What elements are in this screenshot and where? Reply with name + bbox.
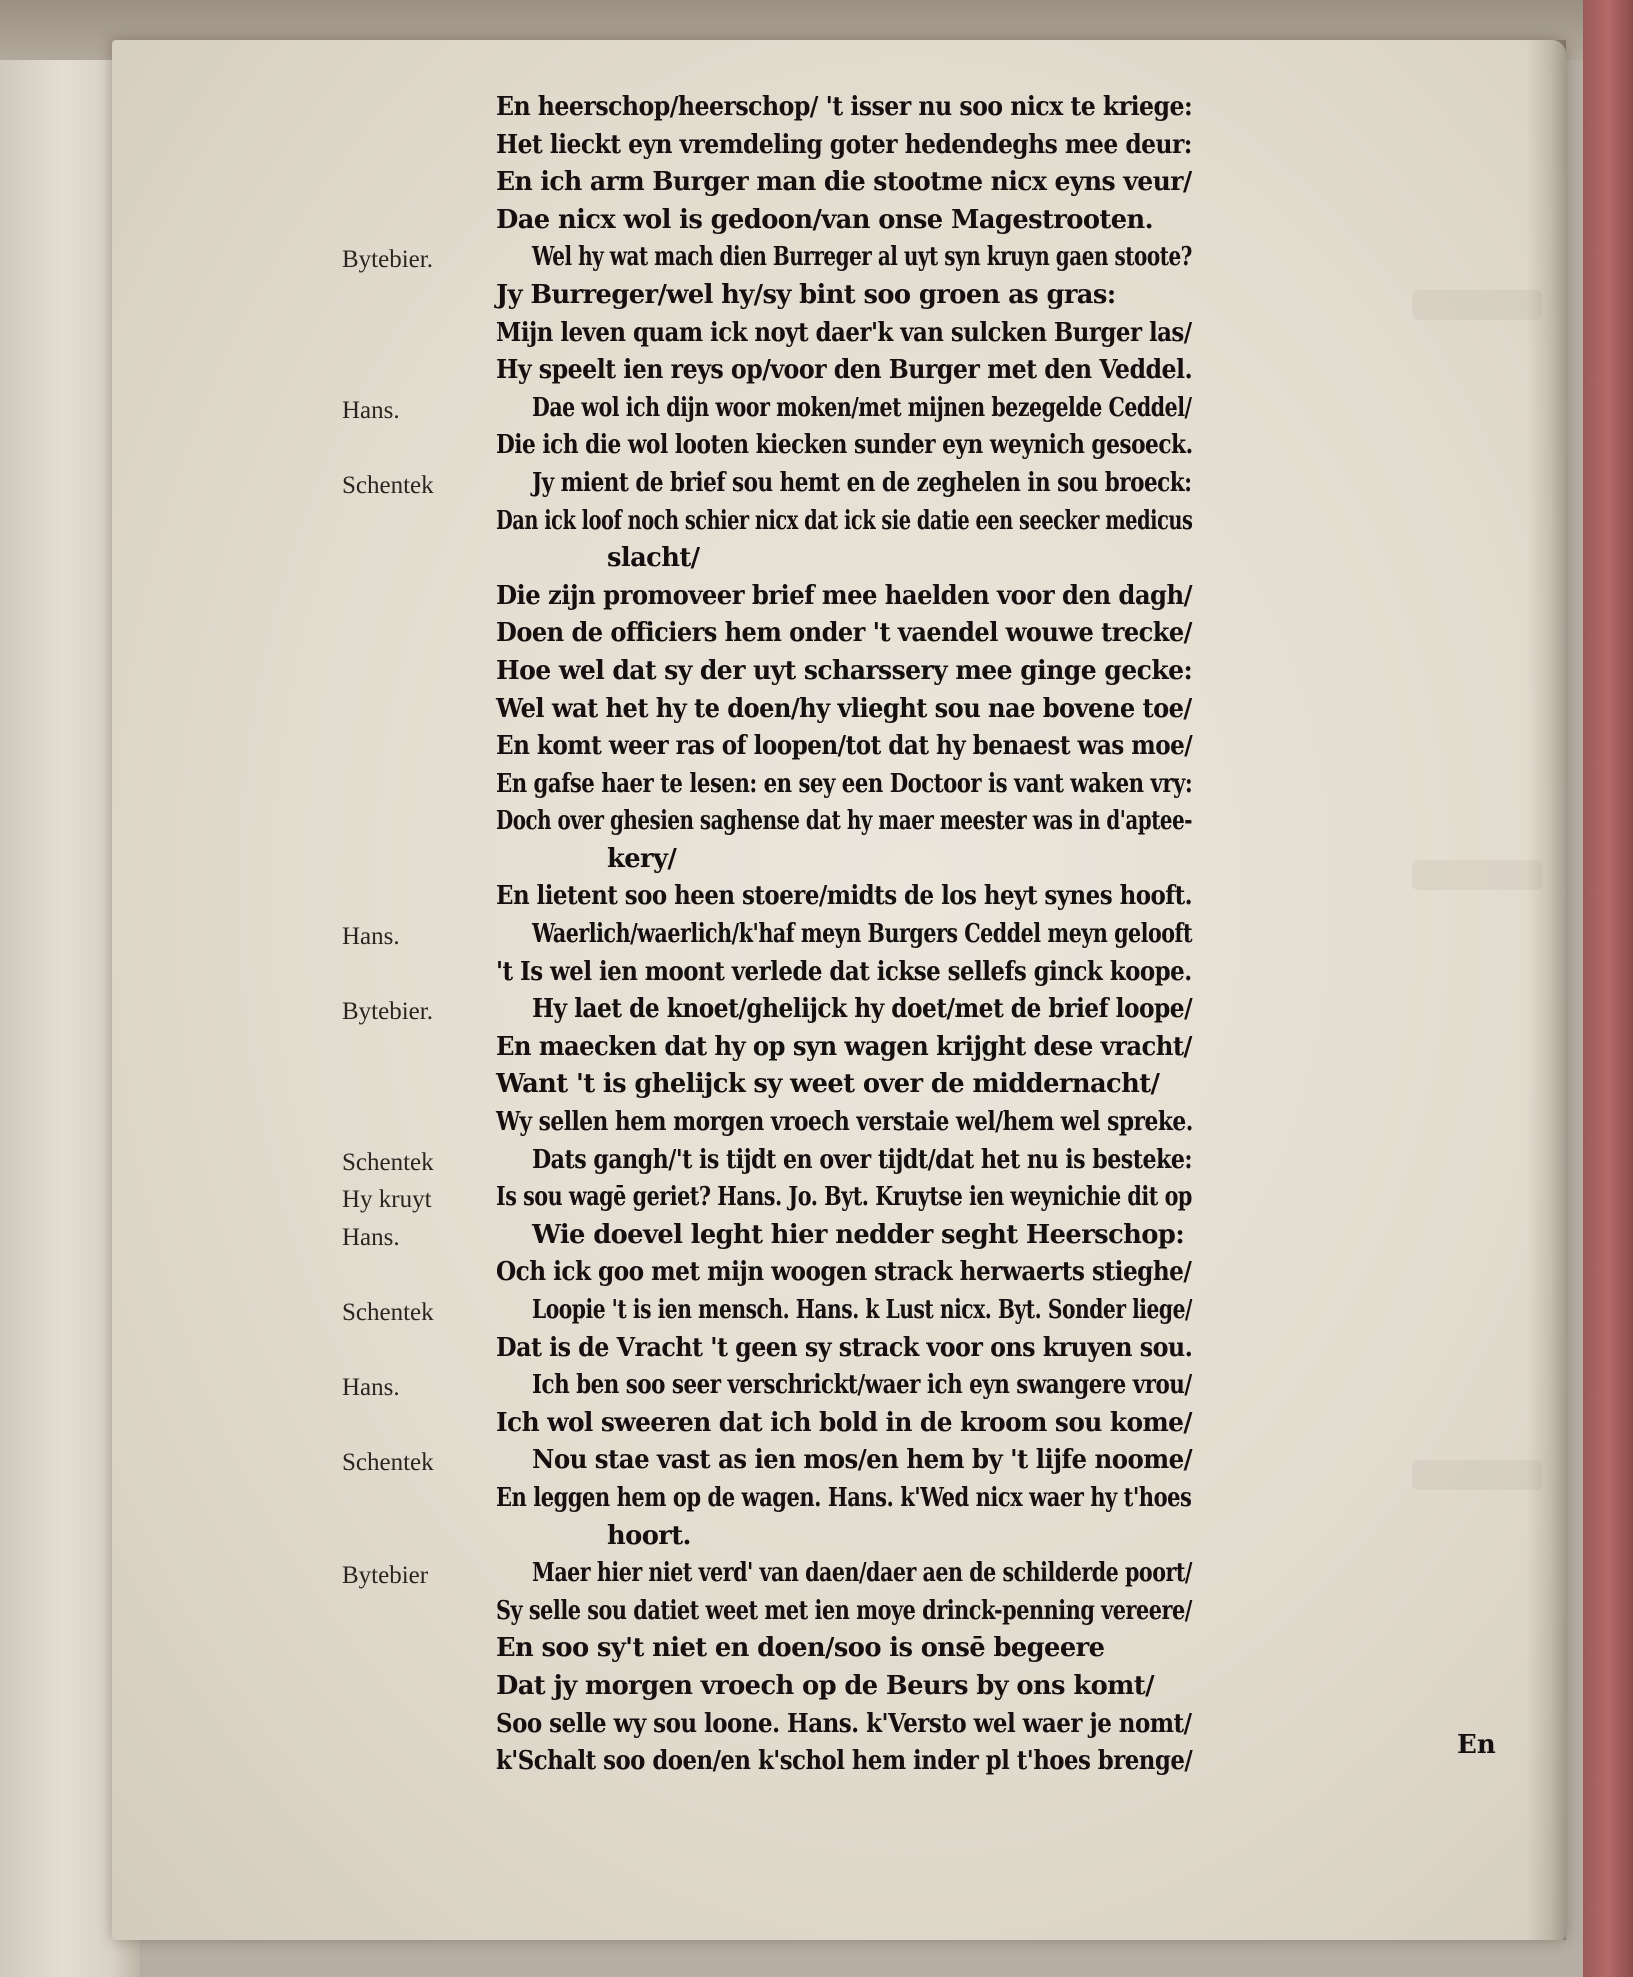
verse-line: [112, 577, 1566, 615]
verse-line: [112, 1592, 1566, 1630]
verse-line: [112, 765, 1566, 803]
verse-line: [112, 88, 1566, 126]
verse-line: [112, 1329, 1566, 1367]
speaker-name: Bytebier.: [342, 246, 433, 274]
verse-text: Nou stae vast as ien mos/en hem by 't lijfe noome/: [532, 1445, 1193, 1476]
verse-line: [112, 1366, 1566, 1404]
verse-text: Maer hier niet verd' van daen/daer aen de schilderde poort/: [532, 1558, 1192, 1589]
verse-line: [112, 1667, 1566, 1705]
verse-text: Doch over ghesien saghense dat hy maer meester was in d'aptee-: [496, 806, 1193, 837]
verse-text: Wy sellen hem morgen vroech verstaie wel/hem wel spreke.: [496, 1107, 1193, 1138]
verse-text: Dat jy morgen vroech op de Beurs by ons komt/: [496, 1670, 1154, 1701]
verse-text: Loopie 't is ien mensch. Hans. k Lust nicx. Byt. Sonder liege/: [532, 1295, 1192, 1325]
verse-text: Ich wol sweeren dat ich bold in de kroom sou kome/: [496, 1407, 1192, 1438]
verse-line: [112, 727, 1566, 765]
verse-line: [112, 201, 1566, 239]
verse-text: En maecken dat hy op syn wagen krijght dese vracht/: [496, 1031, 1192, 1062]
verse-text: Die zijn promoveer brief mee haelden voor den dagh/: [496, 580, 1192, 611]
verse-line: [112, 802, 1566, 840]
speaker-name: Hans.: [342, 1223, 400, 1251]
verse-text: En gafse haer te lesen: en sey een Doctoor is vant waken vry:: [496, 768, 1193, 799]
verse-line: [112, 1479, 1566, 1517]
verse-line: [112, 1404, 1566, 1442]
verse-line: [112, 1291, 1566, 1329]
book-page: [112, 40, 1566, 1940]
catchword: En: [1457, 1730, 1496, 1760]
verse-text: Sy selle sou datiet weet met ien moye drinck-penning vereere/: [496, 1595, 1192, 1626]
verse-line: [112, 1629, 1566, 1667]
speaker-name: Hans.: [342, 923, 400, 951]
verse-text: Hoe wel dat sy der uyt scharssery mee ginge gecke:: [496, 655, 1193, 686]
verse-text: kery/: [607, 843, 677, 874]
binding-right-edge: [1583, 0, 1633, 1977]
verse-line: [112, 464, 1566, 502]
verse-text: Waerlich/waerlich/k'haf meyn Burgers Ceddel meyn gelooft: [532, 919, 1193, 950]
verse-line: [112, 840, 1566, 878]
verse-line: [112, 877, 1566, 915]
verse-text: k'Schalt soo doen/en k'schol hem inder pl t'hoes brenge/: [496, 1746, 1193, 1777]
verse-text: Jy mient de brief sou hemt en de zeghelen in sou broeck:: [532, 467, 1192, 498]
speaker-name: Hans.: [342, 1374, 400, 1402]
verse-text: Hy laet de knoet/ghelijck hy doet/met de brief loope/: [532, 994, 1193, 1025]
speaker-name: Schentek: [342, 471, 434, 499]
verse-text: Dae nicx wol is gedoon/van onse Magestrooten.: [496, 204, 1154, 235]
speaker-name: Bytebier: [342, 1562, 429, 1590]
verse-text: Is sou wagē geriet? Hans. Jo. Byt. Kruytse ien weynichie dit op: [496, 1182, 1192, 1213]
verse-line: [112, 1141, 1566, 1179]
verse-text: Och ick goo met mijn woogen strack herwaerts stieghe/: [496, 1257, 1192, 1288]
verse-text: Wel hy wat mach dien Burreger al uyt syn kruyn gaen stoote?: [532, 242, 1192, 273]
verse-line: [112, 1028, 1566, 1066]
verse-text: Doen de officiers hem onder 't vaendel wouwe trecke/: [496, 618, 1192, 649]
verse-line: [112, 1554, 1566, 1592]
verse-line: [112, 915, 1566, 953]
verse-text: Dan ick loof noch schier nicx dat ick sie datie een seecker medicus: [496, 505, 1193, 536]
verse-line: [112, 426, 1566, 464]
verse-text: En ich arm Burger man die stootme nicx eyns veur/: [496, 167, 1192, 198]
verse-text: 't Is wel ien moont verlede dat ickse sellefs ginck koope.: [496, 956, 1192, 987]
verse-text: Wie doevel leght hier nedder seght Heerschop:: [532, 1219, 1185, 1250]
verse-line: [112, 1216, 1566, 1254]
verse-line: [112, 614, 1566, 652]
verse-line: [112, 276, 1566, 314]
verse-line: [112, 1103, 1566, 1141]
verse-text-block: [112, 88, 1566, 1780]
verse-text: Dae wol ich dijn woor moken/met mijnen bezegelde Ceddel/: [532, 392, 1192, 423]
verse-line: [112, 539, 1566, 577]
speaker-name: Hans.: [342, 396, 400, 424]
verse-line: [112, 1178, 1566, 1216]
speaker-name: Hy kruyt: [342, 1186, 432, 1214]
verse-line: [112, 1253, 1566, 1291]
verse-text: hoort.: [607, 1520, 691, 1551]
verse-line: [112, 1065, 1566, 1103]
verse-text: Dats gangh/'t is tijdt en over tijdt/dat het nu is besteke:: [532, 1144, 1193, 1175]
verse-line: [112, 990, 1566, 1028]
verse-text: Hy speelt ien reys op/voor den Burger met den Veddel.: [496, 355, 1193, 386]
verse-text: En heerschop/heerschop/ 't isser nu soo nicx te kriege:: [496, 92, 1193, 122]
speaker-name: Bytebier.: [342, 998, 433, 1026]
verse-text: Die ich die wol looten kiecken sunder eyn weynich gesoeck.: [496, 430, 1193, 461]
verse-line: [112, 1441, 1566, 1479]
verse-line: [112, 652, 1566, 690]
verse-line: [112, 163, 1566, 201]
verse-line: [112, 1705, 1566, 1743]
verse-line: [112, 351, 1566, 389]
verse-text: Want 't is ghelijck sy weet over de middernacht/: [496, 1069, 1160, 1100]
verse-line: [112, 690, 1566, 728]
verse-text: Jy Burreger/wel hy/sy bint soo groen as gras:: [496, 279, 1116, 310]
verse-line: [112, 1742, 1566, 1780]
verse-line: [112, 389, 1566, 427]
verse-line: [112, 314, 1566, 352]
verse-text: En leggen hem op de wagen. Hans. k'Wed nicx waer hy t'hoes: [496, 1482, 1192, 1513]
verse-text: Ich ben soo seer verschrickt/waer ich eyn swangere vrou/: [532, 1370, 1192, 1401]
verse-text: En lietent soo heen stoere/midts de los heyt synes hooft.: [496, 881, 1193, 912]
verse-text: Dat is de Vracht 't geen sy strack voor ons kruyen sou.: [496, 1332, 1193, 1363]
verse-text: En soo sy't niet en doen/soo is onsē begeere: [496, 1633, 1105, 1664]
speaker-name: Schentek: [342, 1299, 434, 1326]
verse-text: Soo selle wy sou loone. Hans. k'Versto wel waer je nomt/: [496, 1708, 1192, 1739]
speaker-name: Schentek: [342, 1449, 434, 1477]
verse-line: [112, 1517, 1566, 1555]
speaker-name: Schentek: [342, 1148, 434, 1176]
verse-text: Wel wat het hy te doen/hy vlieght sou nae bovene toe/: [496, 693, 1192, 724]
verse-text: En komt weer ras of loopen/tot dat hy benaest was moe/: [496, 731, 1193, 762]
verse-line: [112, 238, 1566, 276]
verse-text: slacht/: [607, 543, 700, 574]
verse-line: [112, 953, 1566, 991]
verse-text: Het lieckt eyn vremdeling goter hedendeghs mee deur:: [496, 129, 1192, 160]
verse-text: Mijn leven quam ick noyt daer'k van sulcken Burger las/: [496, 317, 1192, 348]
verse-line: [112, 502, 1566, 540]
verse-line: [112, 126, 1566, 164]
